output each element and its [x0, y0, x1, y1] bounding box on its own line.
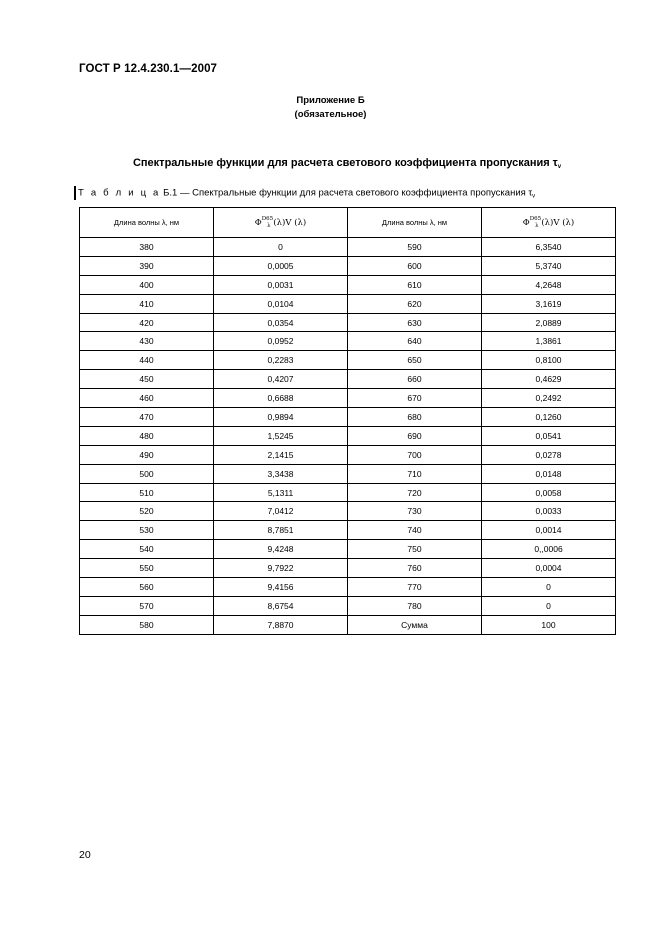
table-row [80, 351, 616, 370]
wavelength-cell: 520 [80, 502, 214, 521]
wavelength-cell: 710 [348, 464, 482, 483]
phi-superscript: D65 [261, 216, 274, 222]
table-row [80, 408, 616, 427]
phi-value-cell: 0,0148 [482, 464, 616, 483]
phi-value-cell: 1,5245 [214, 426, 348, 445]
document-code: ГОСТ Р 12.4.230.1—2007 [79, 63, 218, 75]
phi-value-cell: 0,0005 [214, 256, 348, 275]
wavelength-cell: Сумма [348, 615, 482, 634]
phi-value-cell: 5,1311 [214, 483, 348, 502]
phi-value-cell: 0,0104 [214, 294, 348, 313]
table-header-row [80, 208, 616, 238]
phi-value-cell: 0,0033 [482, 502, 616, 521]
wavelength-cell: 570 [80, 596, 214, 615]
phi-symbol: Φ [522, 218, 530, 228]
wavelength-cell: 620 [348, 294, 482, 313]
phi-value-cell: 0,0354 [214, 313, 348, 332]
table-row [80, 313, 616, 332]
phi-value-cell: 0,0278 [482, 445, 616, 464]
phi-value-cell: 1,3861 [482, 332, 616, 351]
table-caption-text: Б.1 — Спектральные функции для расчета светового коэффициента пропускания τ [160, 187, 533, 199]
table-row [80, 464, 616, 483]
phi-value-cell: 0,9894 [214, 408, 348, 427]
wavelength-cell: 590 [348, 238, 482, 257]
wavelength-cell: 380 [80, 238, 214, 257]
phi-value-cell: 0 [482, 596, 616, 615]
table-row [80, 294, 616, 313]
phi-value-cell: 0,8100 [482, 351, 616, 370]
page-number: 20 [79, 849, 91, 861]
wavelength-cell: 690 [348, 426, 482, 445]
phi-value-cell: 3,3438 [214, 464, 348, 483]
phi-value-cell: 100 [482, 615, 616, 634]
wavelength-cell: 720 [348, 483, 482, 502]
table-row [80, 540, 616, 559]
annex-status: (обязательное) [294, 109, 367, 120]
table-row [80, 389, 616, 408]
phi-value-cell: 0,4629 [482, 370, 616, 389]
table-row [80, 426, 616, 445]
wavelength-cell: 650 [348, 351, 482, 370]
phi-value-cell: 8,6754 [214, 596, 348, 615]
table-row [80, 275, 616, 294]
phi-tail: (λ)V (λ) [270, 218, 307, 228]
phi-value-cell: 0 [214, 238, 348, 257]
phi-value-cell: 9,4248 [214, 540, 348, 559]
table-row [80, 370, 616, 389]
table-row [80, 238, 616, 257]
header-wavelength-1: Длина волны λ, нм [80, 208, 214, 238]
phi-value-cell: 7,0412 [214, 502, 348, 521]
table-row [80, 596, 616, 615]
phi-value-cell: 0,0058 [482, 483, 616, 502]
wavelength-cell: 700 [348, 445, 482, 464]
wavelength-cell: 660 [348, 370, 482, 389]
header-wavelength-2: Длина волны λ, нм [348, 208, 482, 238]
wavelength-cell: 530 [80, 521, 214, 540]
wavelength-cell: 470 [80, 408, 214, 427]
wavelength-cell: 550 [80, 559, 214, 578]
table-row [80, 502, 616, 521]
wavelength-cell: 560 [80, 578, 214, 597]
wavelength-cell: 540 [80, 540, 214, 559]
phi-value-cell: 0,2283 [214, 351, 348, 370]
wavelength-cell: 480 [80, 426, 214, 445]
wavelength-cell: 430 [80, 332, 214, 351]
wavelength-cell: 400 [80, 275, 214, 294]
wavelength-cell: 610 [348, 275, 482, 294]
phi-value-cell: 0,,0006 [482, 540, 616, 559]
wavelength-cell: 670 [348, 389, 482, 408]
phi-value-cell: 0,0031 [214, 275, 348, 294]
change-bar [74, 186, 76, 200]
wavelength-cell: 640 [348, 332, 482, 351]
phi-value-cell: 0,2492 [482, 389, 616, 408]
table-caption [74, 186, 634, 200]
wavelength-cell: 450 [80, 370, 214, 389]
phi-value-cell: 0,0004 [482, 559, 616, 578]
phi-value-cell: 0,1260 [482, 408, 616, 427]
table-row [80, 256, 616, 275]
phi-value-cell: 8,7851 [214, 521, 348, 540]
phi-value-cell: 2,0889 [482, 313, 616, 332]
table-row [80, 578, 616, 597]
wavelength-cell: 440 [80, 351, 214, 370]
wavelength-cell: 580 [80, 615, 214, 634]
phi-symbol: Φ [254, 218, 262, 228]
table-caption-subscript: v [532, 193, 536, 200]
phi-value-cell: 5,3740 [482, 256, 616, 275]
wavelength-cell: 730 [348, 502, 482, 521]
wavelength-cell: 760 [348, 559, 482, 578]
wavelength-cell: 460 [80, 389, 214, 408]
table-row [80, 483, 616, 502]
phi-value-cell: 0,4207 [214, 370, 348, 389]
wavelength-cell: 510 [80, 483, 214, 502]
phi-value-cell: 0 [482, 578, 616, 597]
phi-value-cell: 6,3540 [482, 238, 616, 257]
header-phi-2 [482, 208, 616, 238]
wavelength-cell: 410 [80, 294, 214, 313]
spectral-functions-table [79, 207, 616, 635]
table-row [80, 521, 616, 540]
section-title-subscript: v [557, 164, 562, 170]
table-caption-prefix: Т а б л и ц а [78, 187, 161, 199]
phi-value-cell: 3,1619 [482, 294, 616, 313]
wavelength-cell: 600 [348, 256, 482, 275]
table-row [80, 445, 616, 464]
phi-value-cell: 0,0541 [482, 426, 616, 445]
phi-value-cell: 0,0952 [214, 332, 348, 351]
phi-subscript: λ [535, 223, 539, 229]
phi-value-cell: 7,8870 [214, 615, 348, 634]
wavelength-cell: 500 [80, 464, 214, 483]
phi-value-cell: 0,6688 [214, 389, 348, 408]
phi-subscript: λ [267, 223, 271, 229]
table-row [80, 559, 616, 578]
annex-title: Приложение Б [296, 95, 365, 106]
phi-value-cell: 4,2648 [482, 275, 616, 294]
phi-value-cell: 0,0014 [482, 521, 616, 540]
section-title [79, 157, 615, 170]
wavelength-cell: 420 [80, 313, 214, 332]
wavelength-cell: 770 [348, 578, 482, 597]
phi-value-cell: 9,4156 [214, 578, 348, 597]
phi-value-cell: 9,7922 [214, 559, 348, 578]
wavelength-cell: 740 [348, 521, 482, 540]
section-title-text: Спектральные функции для расчета светового коэффициента пропускания τ [132, 157, 558, 169]
wavelength-cell: 750 [348, 540, 482, 559]
phi-superscript: D65 [529, 216, 542, 222]
wavelength-cell: 630 [348, 313, 482, 332]
phi-value-cell: 2,1415 [214, 445, 348, 464]
phi-tail: (λ)V (λ) [538, 218, 575, 228]
header-phi-1 [214, 208, 348, 238]
table-row [80, 615, 616, 634]
wavelength-cell: 390 [80, 256, 214, 275]
table-row [80, 332, 616, 351]
wavelength-cell: 680 [348, 408, 482, 427]
wavelength-cell: 490 [80, 445, 214, 464]
wavelength-cell: 780 [348, 596, 482, 615]
